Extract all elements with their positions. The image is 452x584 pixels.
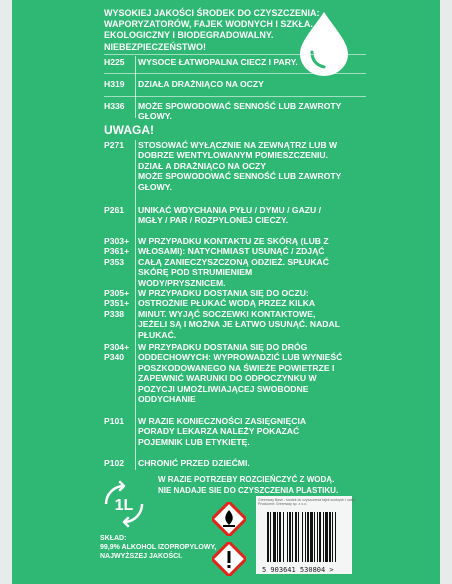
right-edge xyxy=(440,0,452,584)
caution-heading: UWAGA! xyxy=(104,123,154,137)
flame-icon xyxy=(212,502,246,536)
hazard-h225: H225 WYSOCE ŁATWOPALNA CIECZ I PARY. xyxy=(104,57,298,67)
small-print: Greenway Base - środek do czyszczenia fajek wodnych i szkła Producent: Greenway sp. z o.o. xyxy=(258,498,356,506)
hazard-h336: H336 MOŻE SPOWODOWAĆ SENNOŚĆ LUB ZAWROTY GŁOWY. xyxy=(104,101,342,122)
hazard-h319: H319 DZIAŁA DRAŻNIĄCO NA OCZY xyxy=(104,79,264,89)
precaution-p271: P271 STOSOWAĆ WYŁĄCZNIE NA ZEWNĄTRZ LUB W DOBRZE WENTYLOWANYM POMIESZCZENIU. DZIAŁ A DRAŻNIĄCO NA OCZY MOŻE SPOWODOWAĆ SENNOŚĆ LUB ZAWROTY GŁOWY. xyxy=(104,140,342,192)
composition: SKŁAD: 99,9% ALKOHOL IZOPROPYLOWY, NAJWYŻSZEJ JAKOŚCI. xyxy=(100,535,217,560)
precaution-p305: P305+ P351+ P338 W PRZYPADKU DOSTANIA SIĘ DO OCZU: OSTROŻNIE PŁUKAĆ WODĄ PRZEZ KILKA MINUT. WYJĄĆ SOCZEWKI KONTAKTOWE, JEŻELI SĄ I MOŻNA JE ŁATWO USUNĄĆ. NADAL PŁUKAĆ. xyxy=(104,288,340,340)
dilution-note: W RAZIE POTRZEBY ROZCIEŃCZYĆ Z WODĄ. NIE NADAJE SIE DO CZYSZCZENIA PLASTIKU. xyxy=(158,475,339,495)
precaution-p101: P101 W RAZIE KONIECZNOŚCI ZASIĘGNIĘCIA PORADY LEKARZA NALEŻY POKAZAĆ POJEMNIK LUB ETYKIETĘ. xyxy=(104,416,307,447)
recycle-bottle-icon xyxy=(100,476,148,534)
barcode-icon xyxy=(266,512,350,564)
intro-text: WYSOKIEJ JAKOŚCI ŚRODEK DO CZYSZCZENIA: WAPORYZATORÓW, FAJEK WODNYCH I SZKŁA. EKOLOGICZNY I BIODEGRADOWALNY. xyxy=(104,8,320,40)
precaution-p303: P303+ P361+ P353 W PRZYPADKU KONTAKTU ZE SKÓRĄ (LUB Z WŁOSAMI): NATYCHMIAST USUNĄĆ / ZDJĄĆ CAŁĄ ZANIECZYSZCZONĄ ODZIEŻ. SPŁUKAĆ SKÓRĘ POD STRUMIENIEM WODY/PRYSZNICEM. xyxy=(104,236,329,288)
exclamation-icon xyxy=(212,542,246,576)
left-edge xyxy=(0,0,12,584)
precaution-p102: P102 CHRONIĆ PRZED DZIEĆMI. xyxy=(104,458,250,468)
precaution-p261: P261 UNIKAĆ WDYCHANIA PYŁU / DYMU / GAZU / MGŁY / PAR / ROZPYLONEJ CIECZY. xyxy=(104,205,322,226)
danger-heading: NIEBEZPIECZEŃSTWO! xyxy=(104,42,207,52)
precaution-p304: P304+ P340 W PRZYPADKU DOSTANIA SIĘ DO DRÓG ODDECHOWYCH: WYPROWADZIĆ LUB WYNIEŚĆ POSZKODOWANEGO NA ŚWIEŻE POWIETRZE I ZAPEWNIĆ WARUNKI DO ODPOCZYNKU W POZYCJI UMOŻLIWIAJĄCEJ SWOBODNE ODDYCHANIE xyxy=(104,342,343,405)
volume-label: 1L xyxy=(114,497,134,514)
barcode-number: 5 903641 530804 > xyxy=(262,566,334,574)
